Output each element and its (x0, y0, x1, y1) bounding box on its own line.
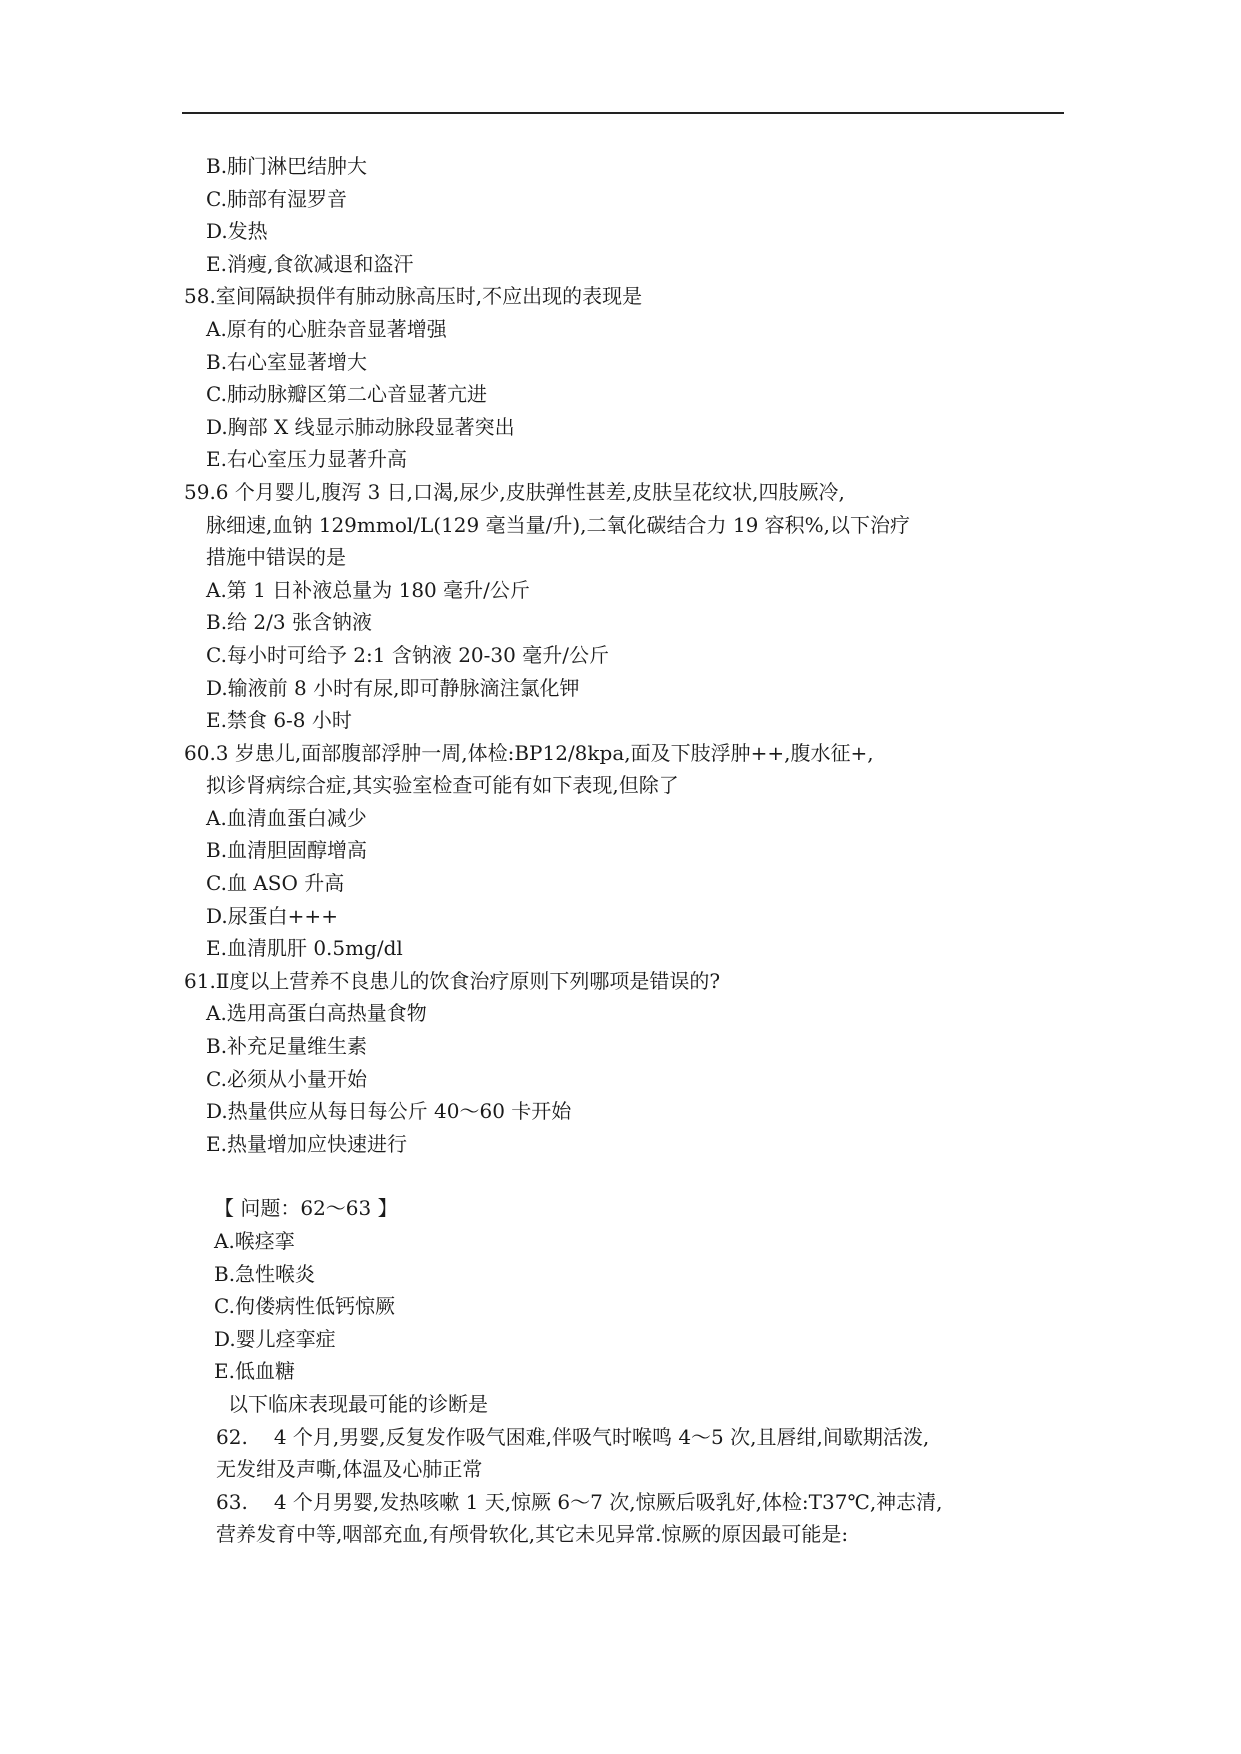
q60-stem-line-1: 60.3 岁患儿,面部腹部浮肿一周,体检:BP12/8kpa,面及下肢浮肿++,腹水征+, (184, 740, 874, 765)
group-option-b: B.急性喉炎 (214, 1261, 316, 1286)
q59-option-d: D.输液前 8 小时有尿,即可静脉滴注氯化钾 (206, 675, 580, 700)
q59-stem-line-3: 措施中错误的是 (206, 545, 346, 570)
q58-option-e: E.右心室压力显著升高 (206, 447, 407, 472)
q61-stem: 61.Ⅱ度以上营养不良患儿的饮食治疗原则下列哪项是错误的? (184, 968, 721, 993)
q59-stem-line-1: 59.6 个月婴儿,腹泻 3 日,口渴,尿少,皮肤弹性甚差,皮肤呈花纹状,四肢厥冷, (184, 479, 845, 504)
q58-stem: 58.室间隔缺损伴有肺动脉高压时,不应出现的表现是 (184, 284, 643, 309)
q58-option-b: B.右心室显著增大 (206, 349, 368, 374)
q61-option-c: C.必须从小量开始 (206, 1066, 367, 1091)
q63-line-1 (184, 1486, 1064, 1519)
q60-stem-line-2: 拟诊肾病综合症,其实验室检查可能有如下表现,但除了 (206, 773, 679, 798)
q57-option-d: D.发热 (206, 219, 268, 244)
q63-line-2: 营养发育中等,咽部充血,有颅骨软化,其它未见异常.惊厥的原因最可能是: (216, 1522, 849, 1547)
q57-option-b: B.肺门淋巴结肿大 (206, 154, 368, 178)
q59-option-e: E.禁食 6-8 小时 (206, 708, 352, 733)
q58-option-d: D.胸部 X 线显示肺动脉段显著突出 (206, 414, 515, 439)
q58-option-a: A.原有的心脏杂音显著增强 (206, 316, 447, 341)
group-option-c: C.佝偻病性低钙惊厥 (214, 1294, 395, 1319)
q57-option-c: C.肺部有湿罗音 (206, 186, 347, 211)
q59-stem-line-2: 脉细速,血钠 129mmol/L(129 毫当量/升),二氧化碳结合力 19 容积%,以下治疗 (206, 512, 911, 537)
group-header: 【 问题：62～63 】 (214, 1196, 398, 1221)
q61-option-d: D.热量供应从每日每公斤 40～60 卡开始 (206, 1099, 572, 1124)
q63-number: 63. (216, 1489, 248, 1514)
q61-option-b: B.补充足量维生素 (206, 1034, 368, 1059)
q60-option-c: C.血 ASO 升高 (206, 871, 345, 896)
group-intro: 以下临床表现最可能的诊断是 (228, 1391, 488, 1416)
q63-text: 4 个月男婴,发热咳嗽 1 天,惊厥 6～7 次,惊厥后吸乳好,体检:T37℃,神志清, (273, 1489, 943, 1514)
q58-option-c: C.肺动脉瓣区第二心音显著亢进 (206, 382, 487, 407)
q60-option-b: B.血清胆固醇增高 (206, 838, 368, 863)
q59-option-c: C.每小时可给予 2:1 含钠液 20-30 毫升/公斤 (206, 642, 609, 667)
group-option-a: A.喉痉挛 (214, 1229, 295, 1253)
q59-option-b: B.给 2/3 张含钠液 (206, 610, 372, 635)
header-rule (182, 112, 1064, 114)
q61-option-e: E.热量增加应快速进行 (206, 1131, 407, 1156)
document-page (184, 150, 1064, 1551)
q62-line-1 (184, 1421, 1064, 1454)
group-option-e: E.低血糖 (214, 1359, 295, 1384)
q62-text: 4 个月,男婴,反复发作吸气困难,伴吸气时喉鸣 4～5 次,且唇绀,间歇期活泼, (273, 1424, 930, 1449)
group-option-d: D.婴儿痉挛症 (214, 1326, 336, 1351)
q60-option-e: E.血清肌肝 0.5mg/dl (206, 936, 403, 961)
q62-line-2: 无发绀及声嘶,体温及心肺正常 (216, 1457, 483, 1482)
q60-option-a: A.血清血蛋白减少 (206, 805, 367, 830)
q61-option-a: A.选用高蛋白高热量食物 (206, 1001, 427, 1026)
q57-option-e: E.消瘦,食欲减退和盗汗 (206, 251, 414, 276)
q60-option-d: D.尿蛋白+++ (206, 903, 338, 928)
q62-number: 62. (216, 1424, 248, 1449)
q59-option-a: A.第 1 日补液总量为 180 毫升/公斤 (206, 577, 530, 602)
